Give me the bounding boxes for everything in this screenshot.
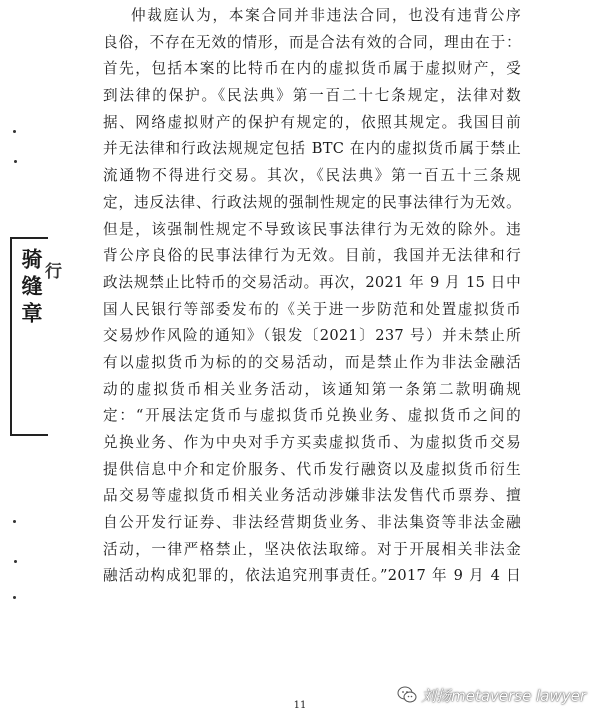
- text-line: 兑换业务、作为中央对手方买卖虚拟货币、为虚拟货币交易: [103, 434, 521, 451]
- text-line: 据、网络虚拟财产的保护有规定的，依照其规定。我国目前: [103, 113, 521, 131]
- text-line: 自公开发行证券、非法经营期货业务、非法集资等非法金融: [103, 514, 521, 532]
- text-line: 政法规禁止比特币的交易活动。再次，2021 年 9 月 15 日中: [103, 273, 521, 291]
- text-line: 融活动构成犯罪的，依法追究刑事责任。”2017 年 9 月 4 日: [103, 567, 521, 585]
- text-line: 定，违反法律、行政法规的强制性规定的民事法律行为无效。: [103, 193, 521, 211]
- margin-dot: [14, 560, 17, 563]
- watermark-text: 刘扬metaverse lawyer: [421, 686, 586, 705]
- seal-stamp: 骑缝章: [19, 248, 44, 329]
- text-line: 到法律的保护。《民法典》第一百二十七条规定，法律对数: [103, 87, 521, 105]
- seal-stamp-fragment: 行: [41, 262, 61, 289]
- text-line: 良俗，不存在无效的情形，而是合法有效的合同，理由在于：: [103, 33, 521, 51]
- text-line: 并无法律和行政法规规定包括 BTC 在内的虚拟货币属于禁止: [103, 140, 521, 158]
- text-line: 但是，该强制性规定不导致该民事法律行为无效的除外。违: [103, 220, 521, 238]
- text-line: 国人民银行等部委发布的《关于进一步防范和处置虚拟货币: [103, 300, 521, 318]
- text-line: 交易炒作风险的通知》（银发〔2021〕237 号）并未禁止所: [103, 327, 521, 345]
- text-line: 提供信息中介和定价服务、代币发行融资以及虚拟货币衍生: [103, 460, 521, 478]
- text-line: 背公序良俗的民事法律行为无效。目前，我国并无法律和行: [103, 247, 521, 265]
- text-line: 仲裁庭认为，本案合同并非违法合同，也没有违背公序: [131, 7, 521, 24]
- text-line: 首先，包括本案的比特币在内的虚拟货币属于虚拟财产，受: [103, 60, 521, 78]
- text-line: 有以虚拟货币为标的的交易活动，而是禁止作为非法金融活: [103, 353, 521, 371]
- text-line: 活动，一律严格禁止，坚决依法取缔。对于开展相关非法金: [103, 540, 521, 558]
- wechat-icon: [397, 685, 417, 705]
- document-body: [103, 3, 521, 590]
- margin-dot: [13, 130, 16, 133]
- text-line: 品交易等虚拟货币相关业务活动涉嫌非法发售代币票券、擅: [103, 487, 521, 505]
- text-line: 定：“开展法定货币与虚拟货币兑换业务、虚拟货币之间的: [103, 407, 521, 425]
- text-line: 流通物不得进行交易。其次，《民法典》第一百五十三条规: [103, 167, 521, 185]
- text-line: 动的虚拟货币相关业务活动，该通知第一条第二款明确规: [103, 380, 521, 398]
- page-number: 11: [293, 700, 307, 711]
- margin-dot: [13, 596, 16, 599]
- margin-dot: [13, 520, 16, 523]
- watermark: [397, 683, 586, 707]
- margin-dot: [14, 160, 17, 163]
